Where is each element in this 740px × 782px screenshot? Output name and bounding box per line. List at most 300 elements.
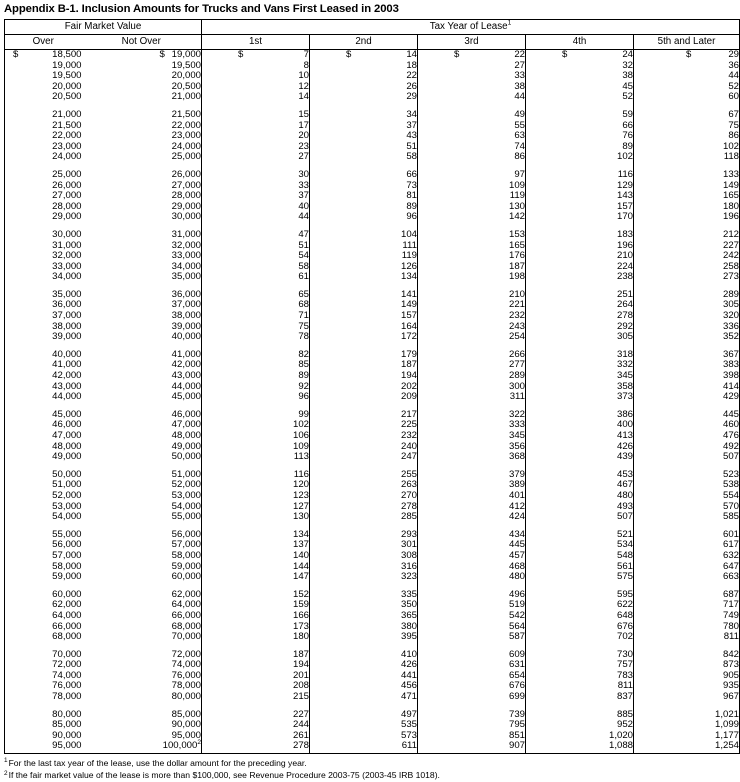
spacer-cell: [202, 223, 310, 230]
cell-year-5-and-later: 1,021: [634, 710, 740, 721]
cell-year-2: 66: [310, 170, 418, 181]
cell-year-5-and-later: 227: [634, 241, 740, 252]
header-tax-year-of-lease-label: Tax Year of Lease: [429, 20, 508, 32]
cell-year-3: 130: [418, 202, 526, 213]
cell-over: 21,500: [5, 121, 82, 132]
spacer-cell: [202, 103, 310, 110]
cell-not-over: 32,000: [82, 241, 202, 252]
spacer-cell: [310, 163, 418, 170]
cell-year-5-and-later: 67: [634, 110, 740, 121]
cell-year-2: 172: [310, 332, 418, 343]
cell-over: 74,000: [5, 671, 82, 682]
cell-year-2: 202: [310, 382, 418, 393]
cell-over: 36,000: [5, 300, 82, 311]
cell-over: 50,000: [5, 470, 82, 481]
cell-year-3: 333: [418, 420, 526, 431]
cell-year-1: 17: [202, 121, 310, 132]
cell-not-over: 36,000: [82, 290, 202, 301]
cell-over: 43,000: [5, 382, 82, 393]
cell-year-4: 622: [526, 600, 634, 611]
spacer-cell: [202, 403, 310, 410]
cell-year-1: 44: [202, 212, 310, 223]
cell-not-over: 34,000: [82, 262, 202, 273]
cell-year-1: 166: [202, 611, 310, 622]
cell-year-2: 232: [310, 431, 418, 442]
cell-over: 26,000: [5, 181, 82, 192]
cell-year-3: 468: [418, 562, 526, 573]
cell-year-1: 194: [202, 660, 310, 671]
cell-year-3: 86: [418, 152, 526, 163]
cell-year-2: 270: [310, 491, 418, 502]
spacer-cell: [418, 103, 526, 110]
cell-over: 24,000: [5, 152, 82, 163]
footnote-text: If the fair market value of the lease is more than $100,000, see Revenue Procedure 2003-75 (2003-45 IRB 1018).: [8, 770, 440, 781]
table-row: [5, 170, 740, 181]
cell-over: 44,000: [5, 392, 82, 403]
cell-year-1: 159: [202, 600, 310, 611]
cell-year-4: [526, 50, 634, 61]
cell-year-3: 27: [418, 61, 526, 72]
cell-year-4: 373: [526, 392, 634, 403]
cell-year-1: 85: [202, 360, 310, 371]
cell-not-over: 100,000$^2$: [82, 741, 202, 753]
cell-year-2: 456: [310, 681, 418, 692]
cell-year-5-and-later: 165: [634, 191, 740, 202]
spacer-cell: [634, 103, 740, 110]
cell-year-1: 99: [202, 410, 310, 421]
cell-not-over: 19,500: [82, 61, 202, 72]
cell-year-1: 127: [202, 502, 310, 513]
cell-over: 29,000: [5, 212, 82, 223]
currency-value: $ 19,000: [159, 49, 201, 60]
cell-year-3: 851: [418, 731, 526, 742]
cell-year-1: 140: [202, 551, 310, 562]
cell-over: 34,000: [5, 272, 82, 283]
cell-over: 76,000: [5, 681, 82, 692]
header-fair-market-value: Fair Market Value: [5, 20, 202, 35]
cell-over: 51,000: [5, 480, 82, 491]
cell-year-2: 89: [310, 202, 418, 213]
cell-year-3: 300: [418, 382, 526, 393]
cell-year-5-and-later: 86: [634, 131, 740, 142]
cell-year-1: 244: [202, 720, 310, 731]
cell-year-2: 164: [310, 322, 418, 333]
cell-year-2: 471: [310, 692, 418, 703]
cell-over: 41,000: [5, 360, 82, 371]
cell-over: 39,000: [5, 332, 82, 343]
cell-year-3: 74: [418, 142, 526, 153]
cell-year-2: 316: [310, 562, 418, 573]
currency-value: $ 22: [454, 49, 525, 60]
cell-year-1: 14: [202, 92, 310, 103]
cell-year-5-and-later: 180: [634, 202, 740, 213]
cell-year-5-and-later: 647: [634, 562, 740, 573]
cell-over: 55,000: [5, 530, 82, 541]
cell-year-2: 263: [310, 480, 418, 491]
cell-year-5-and-later: 75: [634, 121, 740, 132]
cell-year-2: 29: [310, 92, 418, 103]
cell-year-1: 208: [202, 681, 310, 692]
cell-year-3: 322: [418, 410, 526, 421]
currency-symbol: $: [346, 49, 352, 60]
cell-year-5-and-later: 780: [634, 622, 740, 633]
cell-year-3: 119: [418, 191, 526, 202]
cell-year-4: 439: [526, 452, 634, 463]
cell-year-2: 194: [310, 371, 418, 382]
cell-not-over: 27,000: [82, 181, 202, 192]
cell-year-3: 311: [418, 392, 526, 403]
cell-over: 64,000: [5, 611, 82, 622]
cell-year-5-and-later: 749: [634, 611, 740, 622]
cell-year-5-and-later: 429: [634, 392, 740, 403]
cell-year-1: 120: [202, 480, 310, 491]
cell-over: 37,000: [5, 311, 82, 322]
cell-year-4: 811: [526, 681, 634, 692]
cell-over: 72,000: [5, 660, 82, 671]
cell-not-over: 80,000: [82, 692, 202, 703]
cell-over: 47,000: [5, 431, 82, 442]
cell-year-2: 573: [310, 731, 418, 742]
spacer-cell: [202, 283, 310, 290]
cell-year-1: 113: [202, 452, 310, 463]
cell-year-3: 254: [418, 332, 526, 343]
cell-year-3: 654: [418, 671, 526, 682]
cell-year-3: 564: [418, 622, 526, 633]
cell-year-5-and-later: 811: [634, 632, 740, 643]
cell-over: 32,000: [5, 251, 82, 262]
cell-year-1: 116: [202, 470, 310, 481]
spacer-cell: [202, 163, 310, 170]
currency-symbol: $: [686, 49, 692, 60]
cell-year-5-and-later: 398: [634, 371, 740, 382]
cell-year-5-and-later: 905: [634, 671, 740, 682]
cell-year-4: 676: [526, 622, 634, 633]
cell-year-1: 37: [202, 191, 310, 202]
cell-year-1: 92: [202, 382, 310, 393]
cell-not-over: 72,000: [82, 650, 202, 661]
cell-year-2: 278: [310, 502, 418, 513]
cell-year-2: 293: [310, 530, 418, 541]
cell-year-5-and-later: 52: [634, 82, 740, 93]
cell-not-over: 60,000: [82, 572, 202, 583]
cell-not-over: 53,000: [82, 491, 202, 502]
cell-year-1: 201: [202, 671, 310, 682]
cell-year-5-and-later: 687: [634, 590, 740, 601]
cell-year-1: 215: [202, 692, 310, 703]
cell-year-5-and-later: 1,254: [634, 741, 740, 753]
cell-year-4: 507: [526, 512, 634, 523]
cell-not-over: 78,000: [82, 681, 202, 692]
cell-year-1: 278: [202, 741, 310, 753]
cell-year-2: 335: [310, 590, 418, 601]
cell-year-5-and-later: 601: [634, 530, 740, 541]
cell-over: 45,000: [5, 410, 82, 421]
cell-year-3: 480: [418, 572, 526, 583]
cell-year-1: 173: [202, 622, 310, 633]
cell-year-2: 441: [310, 671, 418, 682]
cell-year-1: 47: [202, 230, 310, 241]
footnotes: [4, 757, 643, 782]
column-header-year-2: 2nd: [310, 35, 418, 50]
cell-year-3: 187: [418, 262, 526, 273]
cell-year-4: 493: [526, 502, 634, 513]
cell-year-5-and-later: 617: [634, 540, 740, 551]
cell-year-3: 289: [418, 371, 526, 382]
cell-year-4: 183: [526, 230, 634, 241]
cell-over: 25,000: [5, 170, 82, 181]
currency-value: $ 24: [562, 49, 633, 60]
cell-not-over: 37,000: [82, 300, 202, 311]
column-header-row: [5, 35, 740, 50]
cell-year-4: 32: [526, 61, 634, 72]
table-row: [5, 632, 740, 643]
cell-year-5-and-later: 967: [634, 692, 740, 703]
footnote-1: [4, 757, 643, 769]
cell-not-over: 74,000: [82, 660, 202, 671]
currency-symbol: $: [454, 49, 460, 60]
cell-year-1: 102: [202, 420, 310, 431]
cell-not-over: 58,000: [82, 551, 202, 562]
cell-year-2: 26: [310, 82, 418, 93]
cell-over: 21,000: [5, 110, 82, 121]
cell-not-over: 54,000: [82, 502, 202, 513]
cell-over: 19,500: [5, 71, 82, 82]
cell-year-2: 37: [310, 121, 418, 132]
cell-year-4: 76: [526, 131, 634, 142]
cell-year-5-and-later: 383: [634, 360, 740, 371]
cell-year-3: 221: [418, 300, 526, 311]
table-row: [5, 452, 740, 463]
cell-year-3: 44: [418, 92, 526, 103]
cell-year-5-and-later: 242: [634, 251, 740, 262]
cell-year-1: 8: [202, 61, 310, 72]
cell-year-2: 410: [310, 650, 418, 661]
table-row: [5, 692, 740, 703]
cell-year-1: 130: [202, 512, 310, 523]
cell-year-1: 137: [202, 540, 310, 551]
cell-year-1: 147: [202, 572, 310, 583]
cell-over: 31,000: [5, 241, 82, 252]
cell-year-2: 225: [310, 420, 418, 431]
cell-year-3: 33: [418, 71, 526, 82]
spacer-cell: [418, 163, 526, 170]
cell-year-2: 187: [310, 360, 418, 371]
cell-year-5-and-later: 1,177: [634, 731, 740, 742]
cell-year-5-and-later: 492: [634, 442, 740, 453]
cell-year-4: 143: [526, 191, 634, 202]
currency-value: $ 18,500: [13, 49, 82, 60]
cell-year-4: 480: [526, 491, 634, 502]
cell-year-4: 426: [526, 442, 634, 453]
cell-year-3: 165: [418, 241, 526, 252]
cell-year-4: 595: [526, 590, 634, 601]
cell-not-over: 48,000: [82, 431, 202, 442]
cell-year-2: 611: [310, 741, 418, 753]
cell-year-3: 907: [418, 741, 526, 753]
cell-not-over: 21,000: [82, 92, 202, 103]
cell-year-5-and-later: [634, 50, 740, 61]
cell-year-5-and-later: 717: [634, 600, 740, 611]
cell-year-5-and-later: 507: [634, 452, 740, 463]
cell-year-1: 58: [202, 262, 310, 273]
spacer-cell: [310, 103, 418, 110]
footnote-marker: 2: [4, 769, 8, 777]
cell-year-3: 609: [418, 650, 526, 661]
cell-footnote-marker: 2: [197, 739, 201, 747]
table-row: [5, 212, 740, 223]
cell-year-4: 116: [526, 170, 634, 181]
cell-not-over: 35,000: [82, 272, 202, 283]
table-row: [5, 491, 740, 502]
group-header-row: [5, 20, 740, 35]
cell-year-1: 89: [202, 371, 310, 382]
table-row: [5, 272, 740, 283]
cell-not-over: 62,000: [82, 590, 202, 601]
cell-year-1: 152: [202, 590, 310, 601]
cell-year-5-and-later: 149: [634, 181, 740, 192]
cell-not-over: 64,000: [82, 600, 202, 611]
table-row: [5, 611, 740, 622]
cell-year-5-and-later: 212: [634, 230, 740, 241]
cell-year-2: 308: [310, 551, 418, 562]
cell-year-4: 400: [526, 420, 634, 431]
cell-over: 30,000: [5, 230, 82, 241]
cell-year-5-and-later: 133: [634, 170, 740, 181]
cell-year-2: 301: [310, 540, 418, 551]
cell-year-2: 141: [310, 290, 418, 301]
cell-year-2: 58: [310, 152, 418, 163]
cell-year-3: 210: [418, 290, 526, 301]
currency-symbol: $: [562, 49, 568, 60]
cell-year-3: 542: [418, 611, 526, 622]
cell-year-2: 497: [310, 710, 418, 721]
cell-year-4: 952: [526, 720, 634, 731]
currency-value: $ 14: [346, 49, 417, 60]
cell-over: 53,000: [5, 502, 82, 513]
cell-not-over: 23,000: [82, 131, 202, 142]
cell-year-2: 119: [310, 251, 418, 262]
cell-year-4: 278: [526, 311, 634, 322]
page-title: Appendix B-1. Inclusion Amounts for Trucks and Vans First Leased in 2003: [4, 3, 399, 15]
cell-over: 28,000: [5, 202, 82, 213]
cell-not-over: 28,000: [82, 191, 202, 202]
cell-year-4: 66: [526, 121, 634, 132]
cell-year-2: 22: [310, 71, 418, 82]
cell-year-1: 144: [202, 562, 310, 573]
cell-year-5-and-later: 585: [634, 512, 740, 523]
cell-over: 56,000: [5, 540, 82, 551]
column-header-year-1: 1st: [202, 35, 310, 50]
cell-year-4: 157: [526, 202, 634, 213]
cell-year-1: 187: [202, 650, 310, 661]
cell-year-1: 61: [202, 272, 310, 283]
cell-not-over: 59,000: [82, 562, 202, 573]
cell-over: 35,000: [5, 290, 82, 301]
cell-year-3: 142: [418, 212, 526, 223]
cell-not-over: 95,000: [82, 731, 202, 742]
cell-year-4: 561: [526, 562, 634, 573]
cell-over: 85,000: [5, 720, 82, 731]
cell-not-over: 25,000: [82, 152, 202, 163]
table-row: [5, 572, 740, 583]
cell-not-over: 45,000: [82, 392, 202, 403]
cell-year-5-and-later: 102: [634, 142, 740, 153]
cell-year-4: 345: [526, 371, 634, 382]
cell-year-4: 45: [526, 82, 634, 93]
cell-year-3: 676: [418, 681, 526, 692]
cell-year-3: 496: [418, 590, 526, 601]
currency-value: $ 29: [686, 49, 739, 60]
footnote-text: For the last tax year of the lease, use the dollar amount for the preceding year.: [8, 758, 307, 769]
cell-year-2: 81: [310, 191, 418, 202]
cell-year-5-and-later: 352: [634, 332, 740, 343]
cell-not-over: 30,000: [82, 212, 202, 223]
cell-year-1: 33: [202, 181, 310, 192]
cell-over: 20,000: [5, 82, 82, 93]
cell-year-3: 153: [418, 230, 526, 241]
cell-year-2: 350: [310, 600, 418, 611]
currency-symbol: $: [13, 49, 19, 60]
cell-over: 38,000: [5, 322, 82, 333]
cell-year-5-and-later: 460: [634, 420, 740, 431]
cell-year-2: 18: [310, 61, 418, 72]
cell-year-4: 238: [526, 272, 634, 283]
cell-year-3: 457: [418, 551, 526, 562]
cell-year-3: 424: [418, 512, 526, 523]
cell-not-over: 90,000: [82, 720, 202, 731]
cell-year-4: 730: [526, 650, 634, 661]
cell-year-4: 318: [526, 350, 634, 361]
cell-over: 27,000: [5, 191, 82, 202]
cell-year-4: 413: [526, 431, 634, 442]
cell-year-2: 149: [310, 300, 418, 311]
cell-year-1: 109: [202, 442, 310, 453]
cell-year-3: 55: [418, 121, 526, 132]
cell-year-3: 345: [418, 431, 526, 442]
cell-not-over: 43,000: [82, 371, 202, 382]
cell-year-4: 38: [526, 71, 634, 82]
cell-year-3: 412: [418, 502, 526, 513]
cell-over: 20,500: [5, 92, 82, 103]
cell-year-4: 264: [526, 300, 634, 311]
cell-year-3: 266: [418, 350, 526, 361]
cell-year-4: 386: [526, 410, 634, 421]
cell-year-1: 15: [202, 110, 310, 121]
cell-year-4: 1,020: [526, 731, 634, 742]
cell-year-5-and-later: 842: [634, 650, 740, 661]
cell-year-4: 453: [526, 470, 634, 481]
cell-year-4: 575: [526, 572, 634, 583]
cell-not-over: 55,000: [82, 512, 202, 523]
cell-year-1: 180: [202, 632, 310, 643]
cell-year-3: 795: [418, 720, 526, 731]
cell-year-5-and-later: 538: [634, 480, 740, 491]
cell-year-5-and-later: 445: [634, 410, 740, 421]
cell-year-1: 12: [202, 82, 310, 93]
table-row: [5, 741, 740, 753]
cell-year-3: 739: [418, 710, 526, 721]
footnote-marker: 1: [4, 757, 8, 765]
cell-over: 60,000: [5, 590, 82, 601]
cell-over: [5, 50, 82, 61]
cell-year-1: 78: [202, 332, 310, 343]
cell-year-4: 702: [526, 632, 634, 643]
cell-year-3: 401: [418, 491, 526, 502]
cell-year-1: 65: [202, 290, 310, 301]
cell-not-over: 20,000: [82, 71, 202, 82]
cell-year-3: 38: [418, 82, 526, 93]
cell-year-5-and-later: 1,099: [634, 720, 740, 731]
